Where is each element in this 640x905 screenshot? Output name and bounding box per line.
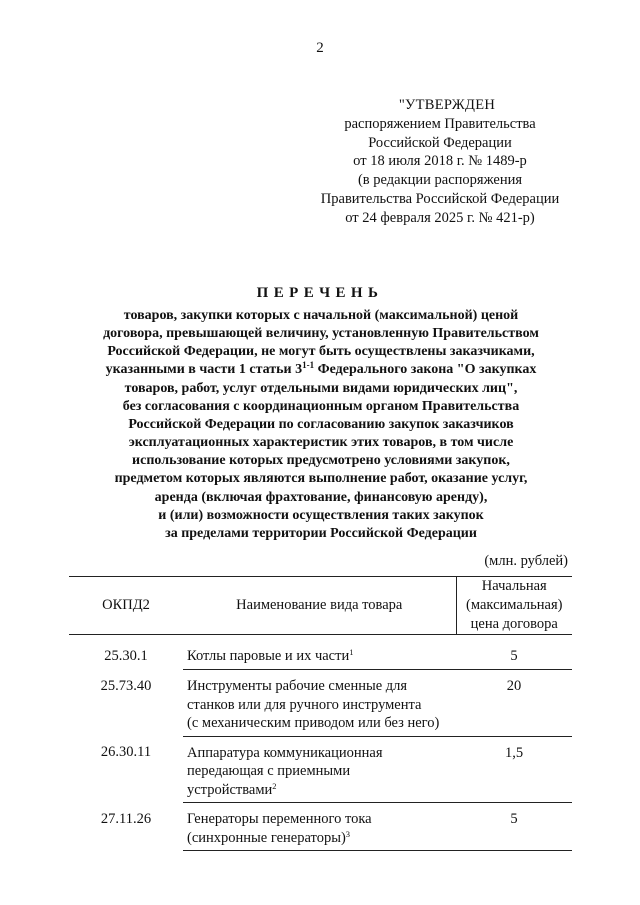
- approval-line: (в редакции распоряжения: [357, 172, 523, 189]
- footnote-mark: 3: [345, 828, 351, 839]
- cell-price: 5: [456, 635, 572, 670]
- name-text: станков или для ручного инструмента: [187, 696, 422, 713]
- subtitle-line: эксплуатационных характеристик этих товаров, в том числе: [128, 435, 514, 451]
- document-subtitle: [60, 307, 582, 543]
- cell-name: [183, 670, 456, 737]
- approval-line: от 24 февраля 2025 г. № 421-р): [345, 209, 535, 226]
- cell-code: 27.11.26: [100, 810, 152, 827]
- name-text: Аппаратура коммуникационная: [187, 744, 383, 761]
- name-text: Котлы паровые и их части: [187, 648, 350, 664]
- subtitle-line: Российской Федерации по согласованию закупок заказчиков: [128, 416, 514, 432]
- header-name: Наименование вида товара: [183, 577, 456, 635]
- footnote-mark: 2: [272, 780, 277, 791]
- subtitle-text: указанными в части 1 статьи 3: [105, 362, 303, 378]
- approval-stamp: [300, 96, 580, 228]
- name-text: Инструменты рабочие сменные для: [187, 678, 408, 694]
- superscript: 1-1: [302, 360, 315, 371]
- table-header-row: [69, 577, 572, 635]
- header-price: [456, 577, 572, 635]
- cell-price: 5: [456, 803, 572, 851]
- currency-unit: (млн. рублей): [484, 553, 568, 569]
- cell-price: 20: [456, 670, 572, 737]
- cell-name: [183, 803, 456, 851]
- subtitle-line: и (или) возможности осуществления таких закупок: [158, 507, 484, 523]
- table-row: [69, 736, 572, 803]
- name-text: Генераторы переменного тока: [187, 811, 372, 827]
- approved-label: "УТВЕРЖДЕН: [398, 97, 496, 113]
- table-row: [69, 803, 572, 851]
- header-price-line: (максимальная): [466, 597, 563, 613]
- header-price-line: цена договора: [470, 616, 558, 632]
- name-text: (с механическим приводом или без него): [187, 715, 440, 731]
- approval-line: Российской Федерации: [368, 134, 512, 151]
- cell-code: 25.73.40: [100, 677, 152, 694]
- cell-name: [183, 635, 456, 670]
- table-row: [69, 670, 572, 737]
- name-text: устройствами: [187, 781, 273, 798]
- subtitle-line: договора, превышающей величину, установленную Правительством: [103, 326, 539, 342]
- subtitle-line: аренда (включая фрахтование, финансовую аренду),: [154, 489, 488, 505]
- name-text: передающая с приемными: [187, 763, 351, 779]
- subtitle-line: использование которых предусмотрено условиями закупок,: [132, 453, 510, 469]
- header-price-line: Начальная: [481, 578, 547, 594]
- cell-price: 1,5: [456, 736, 572, 803]
- goods-table: [69, 576, 572, 851]
- subtitle-line: за пределами территории Российской Федерации: [165, 525, 477, 541]
- cell-name: [183, 736, 456, 803]
- cell-code: 25.30.1: [104, 648, 148, 664]
- subtitle-line: товаров, работ, услуг отдельными видами юридических лиц",: [124, 380, 518, 396]
- subtitle-text: Федерального закона "О закупках: [314, 362, 537, 378]
- subtitle-line: [60, 361, 582, 379]
- subtitle-line: предметом которых являются выполнение работ, оказание услуг,: [114, 471, 528, 487]
- name-text: (синхронные генераторы): [187, 829, 346, 846]
- subtitle-line: товаров, закупки которых с начальной (максимальной) ценой: [123, 308, 519, 323]
- subtitle-line: без согласования с координационным органом Правительства: [122, 398, 520, 414]
- document-title: ПЕРЕЧЕНЬ: [256, 285, 384, 301]
- page-number: 2: [316, 40, 324, 56]
- approval-line: от 18 июля 2018 г. № 1489-р: [353, 153, 527, 170]
- subtitle-line: Российской Федерации, не могут быть осуществлены заказчиками,: [107, 344, 535, 360]
- table-row: [69, 635, 572, 670]
- approval-line: распоряжением Правительства: [344, 115, 536, 132]
- approval-line: Правительства Российской Федерации: [320, 190, 560, 207]
- cell-code: 26.30.11: [100, 744, 152, 760]
- footnote-mark: 1: [349, 647, 354, 657]
- header-code: ОКПД2: [69, 577, 183, 635]
